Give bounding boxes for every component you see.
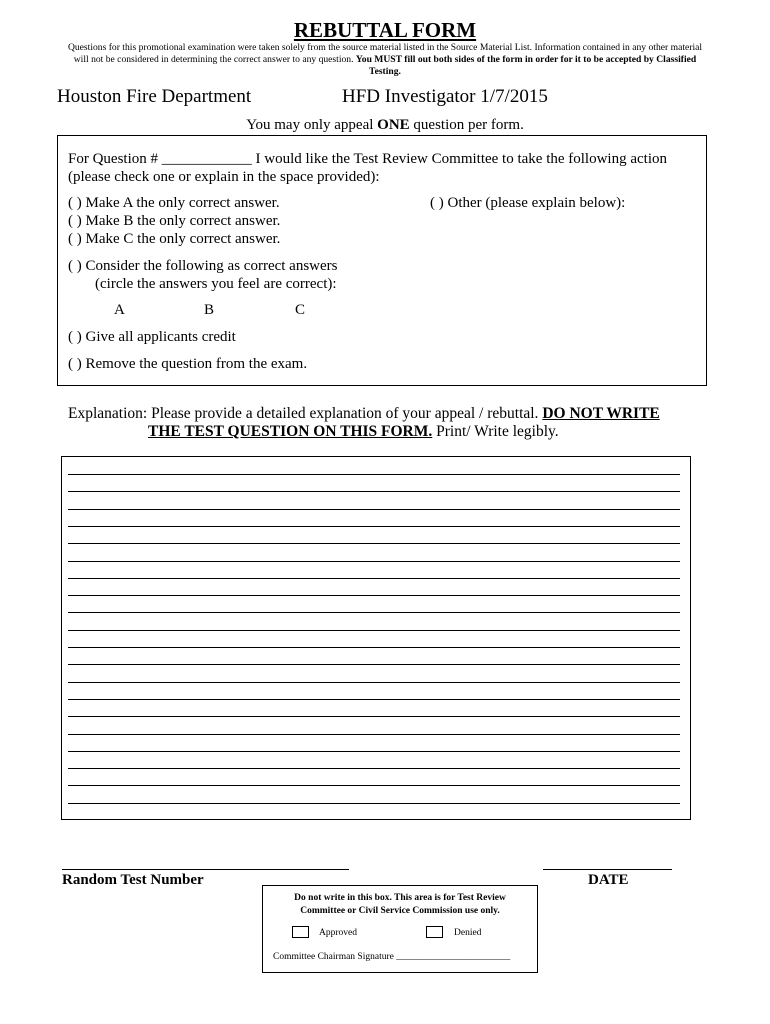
explanation-line2 (148, 423, 559, 441)
writing-line[interactable] (68, 630, 680, 631)
approved-checkbox[interactable] (292, 926, 309, 938)
writing-line[interactable] (68, 595, 680, 596)
appeal-notice (0, 117, 770, 134)
writing-line[interactable] (68, 682, 680, 683)
choice-c[interactable]: C (295, 302, 306, 318)
writing-line[interactable] (68, 664, 680, 665)
writing-line[interactable] (68, 474, 680, 475)
office-note (263, 892, 537, 918)
form-title: REBUTTAL FORM (293, 18, 477, 42)
writing-line[interactable] (68, 578, 680, 579)
intro-bold2: form in order for it to be accepted by Classified Testing. (369, 54, 697, 77)
writing-line[interactable] (68, 647, 680, 648)
option-make-b[interactable]: ( ) Make B the only correct answer. (68, 213, 281, 229)
denied-label: Denied (454, 928, 482, 938)
choice-b[interactable]: B (204, 302, 215, 318)
option-make-c[interactable]: ( ) Make C the only correct answer. (68, 231, 281, 247)
writing-line[interactable] (68, 803, 680, 804)
appeal-suffix: question per form. (413, 117, 524, 133)
writing-line[interactable] (68, 785, 680, 786)
explanation-line1 (68, 405, 660, 423)
exam-name: HFD Investigator 1/7/2015 (342, 86, 548, 107)
writing-line[interactable] (68, 716, 680, 717)
writing-line[interactable] (68, 612, 680, 613)
option-consider[interactable]: ( ) Consider the following as correct answers (68, 258, 338, 274)
action-box (57, 135, 707, 386)
writing-line[interactable] (68, 699, 680, 700)
consider-sub: (circle the answers you feel are correct): (95, 276, 337, 292)
writing-line[interactable] (68, 734, 680, 735)
explanation-prefix: Explanation: Please provide a detailed explanation of your appeal / rebuttal. (68, 405, 539, 422)
approved-label: Approved (319, 928, 357, 938)
denied-checkbox[interactable] (426, 926, 443, 938)
random-test-number-line[interactable] (62, 869, 349, 870)
explanation-warning: DO NOT WRITE (542, 405, 660, 422)
writing-line[interactable] (68, 491, 680, 492)
writing-line[interactable] (68, 509, 680, 510)
appeal-prefix: You may only appeal (246, 117, 374, 133)
option-other[interactable]: ( ) Other (please explain below): (430, 195, 626, 211)
department-name: Houston Fire Department (57, 86, 252, 107)
choice-a[interactable]: A (114, 302, 125, 318)
date-line[interactable] (543, 869, 672, 870)
explanation-warning2: THE TEST QUESTION ON THIS FORM. (148, 423, 433, 440)
writing-line[interactable] (68, 768, 680, 769)
office-note-line2: Committee or Civil Service Commission use only. (300, 906, 500, 916)
question-line2: (please check one or explain in the space provided): (68, 169, 380, 185)
writing-line[interactable] (68, 526, 680, 527)
appeal-emphasis: ONE (377, 117, 410, 133)
date-label: DATE (588, 872, 629, 888)
writing-line[interactable] (68, 543, 680, 544)
option-remove[interactable]: ( ) Remove the question from the exam. (68, 356, 308, 372)
random-test-number-label: Random Test Number (62, 872, 204, 888)
intro-line1: Questions for this promotional examination were taken solely from the source material listed in the Source Material List. Information (67, 42, 581, 53)
explanation-writing-area[interactable] (61, 456, 691, 820)
explanation-suffix: Print/ Write legibly. (436, 423, 559, 440)
chairman-signature[interactable]: Committee Chairman Signature ________________________ (273, 952, 511, 962)
intro-line2: contained in any other material will not be considered in determining the correct answer to any question. (73, 42, 703, 65)
writing-line[interactable] (68, 561, 680, 562)
writing-line[interactable] (68, 751, 680, 752)
intro-bold: You MUST fill out both sides of the (355, 54, 500, 65)
office-note-line1: Do not write in this box. This area is for Test Review (294, 893, 506, 903)
question-line[interactable]: For Question # ____________ I would like the Test Review Committee to take the following action (68, 151, 668, 167)
option-give-credit[interactable]: ( ) Give all applicants credit (68, 329, 236, 345)
intro-text (60, 42, 710, 78)
option-make-a[interactable]: ( ) Make A the only correct answer. (68, 195, 280, 211)
office-use-box (262, 885, 538, 973)
